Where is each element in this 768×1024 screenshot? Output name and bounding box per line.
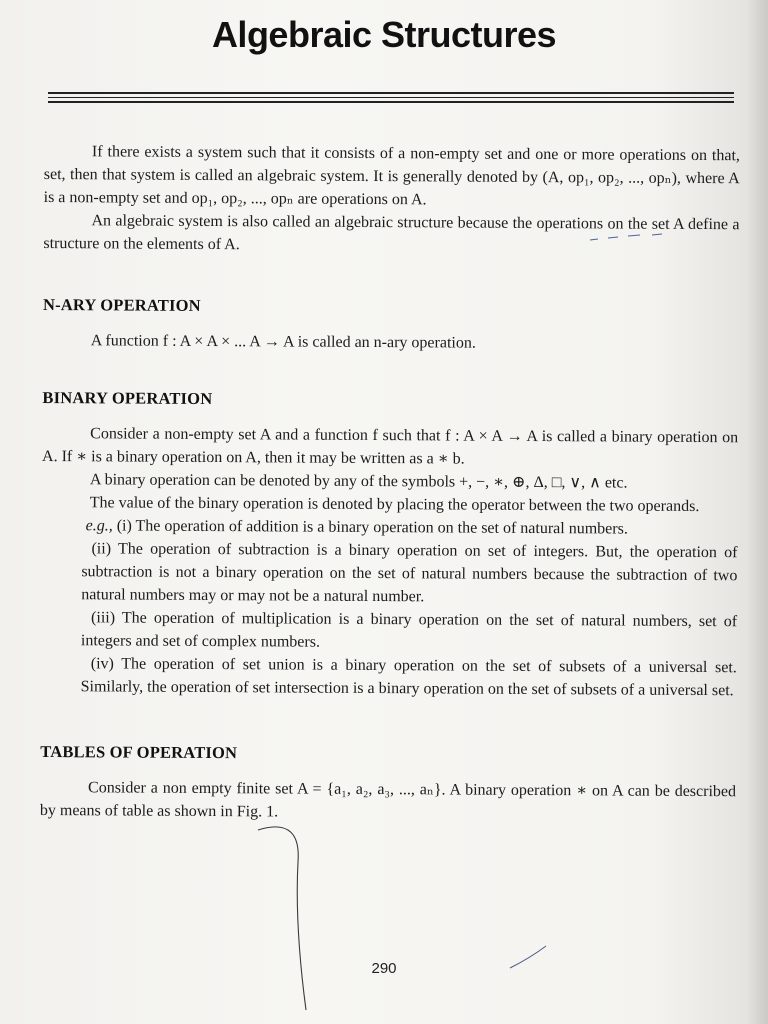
page-number: 290 — [371, 960, 397, 977]
example-item: (iii) The operation of multiplication is a binary operation on the set of natural numbers, set of integers and set of complex numbers. — [80, 609, 738, 651]
example-item: (iv) The operation of set union is a binary operation on the set of subsets of a universal set. Similarly, the operation of set intersection is a binary operation on the set of subsets of a universal set. — [80, 655, 737, 700]
tables-paragraph-1: Consider a non empty finite set A = {a₁, a₂, a₃, ..., aₙ}. A binary operation ∗ on A can be described by means of table as shown in Fig. 1. — [39, 779, 737, 821]
pen-stroke — [258, 827, 306, 1010]
tables-heading: TABLES OF OPERATION — [40, 741, 238, 763]
pen-stroke — [590, 234, 662, 240]
page-title: Algebraic Structures — [211, 14, 557, 55]
eg-label: e.g., — [85, 517, 113, 535]
binary-paragraph-1: Consider a non-empty set A and a function f such that f : A × A → A is called a binary operation on A. If ∗ is a binary operation on A, then it may be written as a ∗ b. — [42, 425, 739, 468]
binary-heading: BINARY OPERATION — [42, 387, 213, 409]
nary-definition: A function f : A × A × ... A → A is called an n-ary operation. — [90, 332, 476, 352]
intro-paragraph-2: An algebraic system is also called an algebraic structure because the operations on the set A define a structure on the elements of A. — [43, 212, 740, 254]
nary-heading: N-ARY OPERATION — [42, 294, 201, 315]
binary-paragraph-2: A binary operation can be denoted by any of the symbols +, −, ∗, ⊕, Δ, □, ∨, ∧ etc. — [89, 471, 628, 492]
example-item: (ii) The operation of subtraction is a binary operation on set of integers. But, the operation of subtraction is not a binary operation on the set of natural numbers because the subtraction of two natural numbers may or may not be a natural number. — [81, 540, 738, 606]
binary-paragraph-3: The value of the binary operation is denoted by placing the operator between the two operands. — [89, 494, 700, 516]
pen-stroke — [510, 946, 546, 968]
intro-paragraph-1: If there exists a system such that it consists of a non-empty set and one or more operations on that, set, then that system is called an algebraic system. It is generally denoted by (A, op₁, op₂, ..., opₙ), where A is a non-empty set and op₁, op₂, ..., opₙ are operations on A. — [43, 143, 740, 209]
example-text: (i) The operation of addition is a binary operation on the set of natural numbers. — [116, 517, 628, 538]
